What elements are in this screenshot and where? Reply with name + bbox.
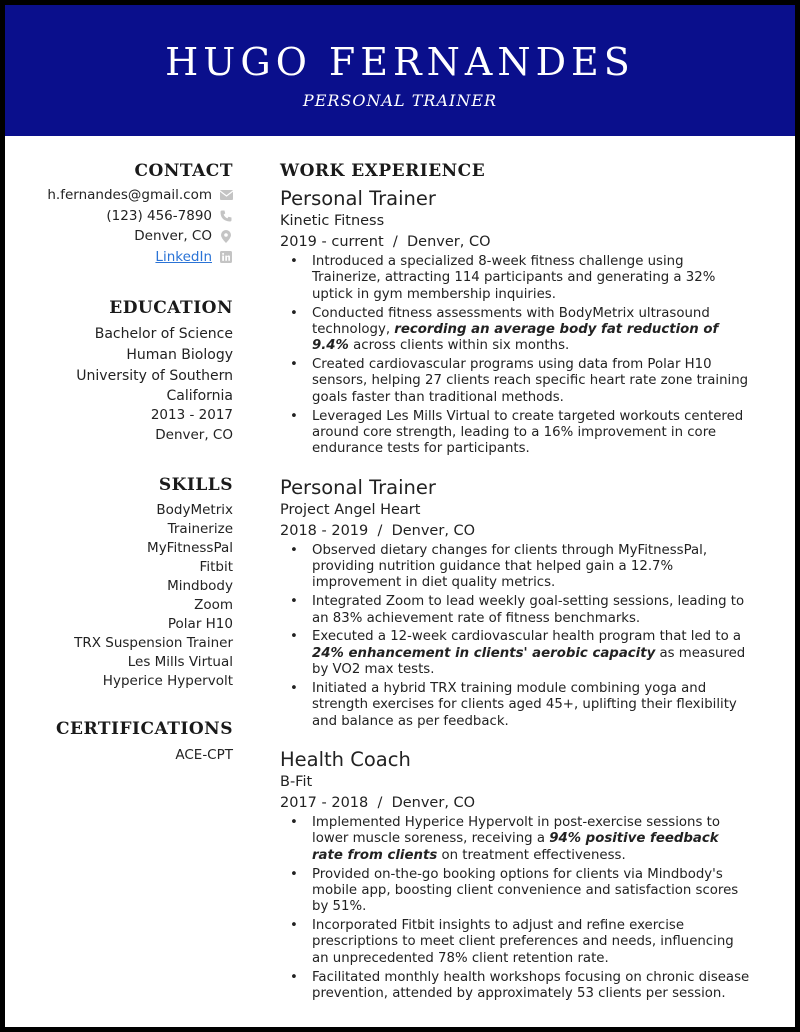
left-column [5, 136, 233, 765]
bullet-item: • Initiated a hybrid TRX training module combining yoga and strength exercises for clients aged 45+, uplifting their flexibility and balance as per feedback. [312, 681, 750, 730]
phone-icon [219, 209, 233, 223]
contact-phone [5, 206, 233, 227]
bullet-item: • Introduced a specialized 8-week fitness challenge using Trainerize, attracting 114 participants and generating a 32% uptick in gym membership inquiries. [312, 254, 750, 303]
skill-item: Polar H10 [167, 616, 233, 632]
job-company: Project Angel Heart [280, 501, 421, 518]
bullet-item: • Leveraged Les Mills Virtual to create targeted workouts centered around core strength, leading to a 16% improvement in core endurance tests for participants. [312, 409, 750, 458]
job-entry [280, 476, 750, 730]
job-bullets [312, 543, 750, 730]
education-block [5, 325, 233, 445]
job-entry [280, 187, 750, 458]
bullet-item: • Facilitated monthly health workshops focusing on chronic disease prevention, attended by approximately 53 clients per session. [312, 970, 750, 1003]
job-entry [280, 748, 750, 1002]
edu-major: Human Biology [126, 347, 233, 363]
candidate-title: PERSONAL TRAINER [302, 91, 498, 110]
bullet-item: • Observed dietary changes for clients through MyFitnessPal, providing nutrition guidance that helped gain a 12.7% improvement in diet quality metrics. [312, 543, 750, 592]
job-dates-location: 2018 - 2019 / Denver, CO [280, 522, 476, 539]
skill-item: TRX Suspension Trainer [74, 635, 233, 651]
skill-item: Mindbody [167, 578, 233, 594]
contact-list [5, 185, 233, 267]
edu-school-line2: California [166, 387, 233, 404]
skill-item: Trainerize [167, 521, 233, 537]
job-title: Personal Trainer [280, 187, 436, 210]
skills-heading: SKILLS [158, 475, 233, 495]
job-bullets [312, 815, 750, 1002]
edu-location: Denver, CO [155, 426, 233, 443]
skill-item: BodyMetrix [156, 502, 233, 518]
contact-linkedin[interactable] [5, 247, 233, 268]
map-pin-icon [219, 229, 233, 243]
location-text: Denver, CO [134, 228, 212, 244]
job-company: B-Fit [280, 773, 313, 790]
header-banner [5, 5, 795, 136]
contact-email [5, 185, 233, 206]
bullet-item: • Provided on-the-go booking options for clients via Mindbody's mobile app, boosting client convenience and satisfaction scores by 51%. [312, 867, 750, 916]
bullet-item: • Created cardiovascular programs using data from Polar H10 sensors, helping 27 clients reach specific heart rate zone training goals faster than traditional methods. [312, 357, 750, 406]
certifications-list [5, 746, 233, 765]
edu-school-line1: University of Southern [76, 368, 233, 384]
bullet-item: • Incorporated Fitbit insights to adjust and refine exercise prescriptions to meet client preferences and needs, influencing an unprecedented 78% client retention rate. [312, 918, 750, 967]
contact-heading: CONTACT [134, 161, 233, 181]
highlight-text: 94% positive feedback rate from clients [312, 831, 719, 863]
email-text: h.fernandes@gmail.com [47, 187, 212, 203]
candidate-name: HUGO FERNANDES [165, 40, 635, 84]
linkedin-link[interactable]: LinkedIn [155, 248, 212, 265]
linkedin-icon [219, 250, 233, 264]
skill-item: Hyperice Hypervolt [102, 673, 233, 689]
phone-text: (123) 456-7890 [106, 207, 212, 224]
envelope-icon [219, 188, 233, 202]
edu-years: 2013 - 2017 [150, 407, 233, 423]
education-heading: EDUCATION [109, 298, 233, 318]
highlight-text: recording an average body fat reduction of 9.4% [312, 321, 719, 354]
work-experience-heading: WORK EXPERIENCE [280, 161, 486, 181]
job-title: Health Coach [280, 747, 411, 771]
bullet-item: • Implemented Hyperice Hypervolt in post-exercise sessions to lower muscle soreness, receiving a 94% positive feedback rate from clients on treatment effectiveness. [312, 815, 750, 864]
job-dates-location: 2017 - 2018 / Denver, CO [280, 794, 476, 811]
skill-item: Les Mills Virtual [127, 654, 233, 670]
edu-degree: Bachelor of Science [94, 326, 233, 342]
highlight-text: 24% enhancement in clients' aerobic capacity [312, 645, 656, 661]
job-title: Personal Trainer [280, 475, 436, 499]
bullet-item: • Executed a 12-week cardiovascular health program that led to a 24% enhancement in clients' aerobic capacity as measured by VO2 max tests. [312, 629, 750, 678]
certifications-heading: CERTIFICATIONS [56, 719, 233, 739]
job-dates-location: 2019 - current / Denver, CO [280, 234, 491, 250]
certification-item: ACE-CPT [175, 747, 233, 763]
resume-page [5, 5, 795, 1027]
job-bullets [312, 254, 750, 458]
bullet-item: • Conducted fitness assessments with BodyMetrix ultrasound technology, recording an average body fat reduction of 9.4% across clients within six months. [312, 306, 750, 355]
bullet-item: • Integrated Zoom to lead weekly goal-setting sessions, leading to an 83% achievement rate of fitness benchmarks. [312, 594, 750, 627]
contact-location [5, 226, 233, 247]
skill-item: Fitbit [199, 559, 233, 575]
skills-list [5, 501, 233, 691]
skill-item: Zoom [194, 597, 233, 613]
job-company: Kinetic Fitness [280, 213, 385, 229]
skill-item: MyFitnessPal [147, 540, 233, 556]
right-column [280, 136, 750, 1005]
